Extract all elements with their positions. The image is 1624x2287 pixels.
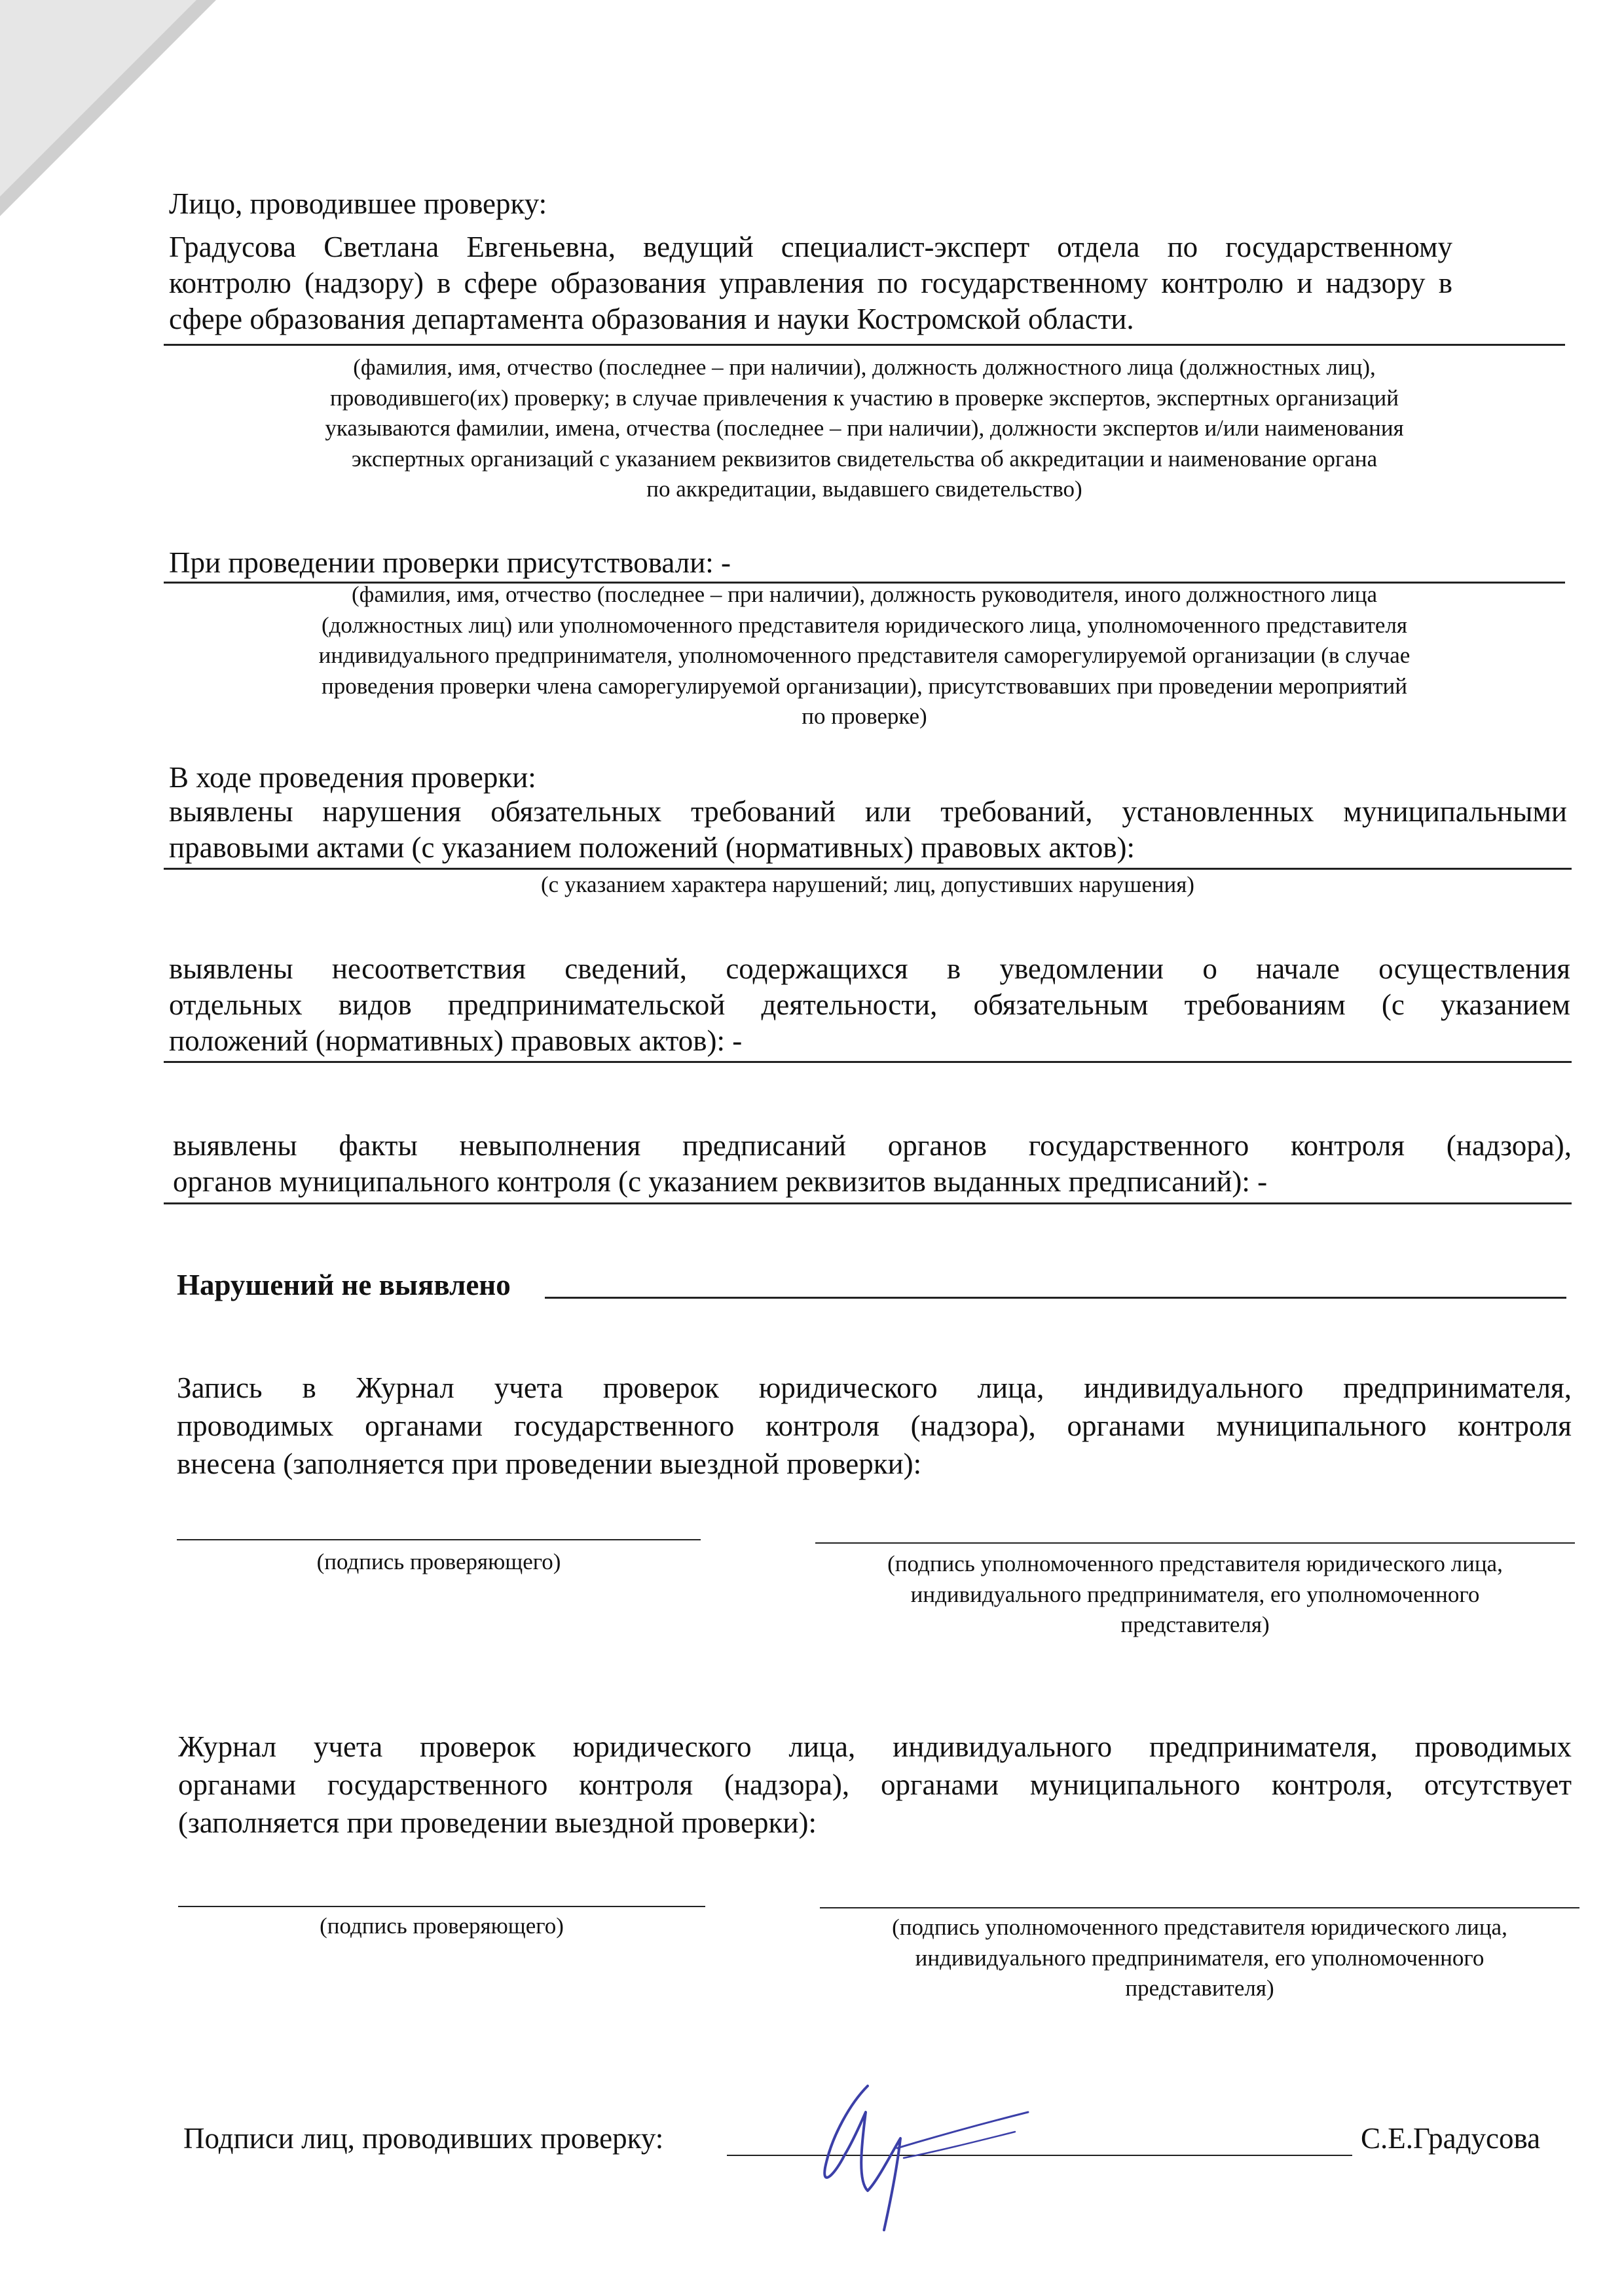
mismatch-line-1: выявлены несоответствия сведений, содержащихся в уведомлении о начале осуществления bbox=[169, 952, 1570, 985]
journal-absent-rep-caption-1: (подпись уполномоченного представителя юридического лица, bbox=[892, 1914, 1507, 1940]
journal-entry-inspector-sig-caption: (подпись проверяющего) bbox=[316, 1549, 561, 1574]
orders-line-1: выявлены факты невыполнения предписаний органов государственного контроля (надзора), bbox=[173, 1129, 1572, 1162]
handwritten-signature bbox=[805, 2076, 1041, 2240]
journal-absent-inspector-sig-caption: (подпись проверяющего) bbox=[320, 1913, 564, 1939]
journal-absent-line-2: органами государственного контроля (надзора), органами муниципального контроля, отсутствует bbox=[178, 1768, 1572, 1801]
journal-entry-rep-sig-line bbox=[815, 1542, 1575, 1544]
journal-entry-line-2: проводимых органами государственного контроля (надзора), органами муниципального контроля bbox=[177, 1409, 1572, 1442]
no-violations-underline bbox=[545, 1297, 1566, 1299]
present-caption-line-5: по проверке) bbox=[802, 703, 927, 730]
inspector-caption-line-5: по аккредитации, выдавшего свидетельство) bbox=[646, 476, 1082, 502]
orders-line-2: органов муниципального контроля (с указанием реквизитов выданных предписаний): - bbox=[173, 1165, 1268, 1198]
no-violations-label: Нарушений не выявлено bbox=[177, 1269, 511, 1301]
signatures-name: С.Е.Градусова bbox=[1361, 2122, 1541, 2155]
mismatch-underline bbox=[164, 1061, 1572, 1063]
journal-entry-line-3: внесена (заполняется при проведении выездной проверки): bbox=[177, 1447, 922, 1480]
orders-underline bbox=[164, 1202, 1572, 1204]
present-text: При проведении проверки присутствовали: - bbox=[169, 546, 731, 579]
present-caption bbox=[164, 580, 1565, 732]
journal-entry-rep-caption-3: представителя) bbox=[1120, 1612, 1270, 1638]
signatures-label: Подписи лиц, проводивших проверку: bbox=[183, 2122, 664, 2155]
violations-caption: (с указанием характера нарушений; лиц, допустивших нарушения) bbox=[541, 872, 1194, 897]
journal-entry-rep-caption-2: индивидуального предпринимателя, его уполномоченного bbox=[910, 1581, 1480, 1607]
inspector-line-3: сфере образования департамента образования и науки Костромской области. bbox=[169, 303, 1134, 335]
journal-absent-line-3: (заполняется при проведении выездной проверки): bbox=[178, 1806, 817, 1839]
violations-line-1: выявлены нарушения обязательных требований или требований, установленных муниципальными bbox=[169, 795, 1567, 828]
inspector-caption-line-1: (фамилия, имя, отчество (последнее – при наличии), должность должностного лица (должностных лиц), bbox=[353, 354, 1376, 380]
inspector-underline bbox=[164, 344, 1565, 346]
mismatch-line-2: отдельных видов предпринимательской деятельности, обязательным требованиям (с указанием bbox=[169, 988, 1570, 1021]
inspector-heading: Лицо, проводившее проверку: bbox=[169, 187, 547, 220]
journal-entry-rep-caption-1: (подпись уполномоченного представителя юридического лица, bbox=[887, 1551, 1503, 1576]
journal-absent-inspector-sig-line bbox=[178, 1906, 705, 1907]
present-caption-line-4: проведения проверки члена саморегулируемой организации), присутствовавших при проведении мероприятий bbox=[321, 673, 1407, 699]
violations-line-2: правовыми актами (с указанием положений (нормативных) правовых актов): bbox=[169, 831, 1135, 864]
journal-absent-rep-caption-3: представителя) bbox=[1125, 1975, 1274, 2001]
present-caption-line-3: индивидуального предпринимателя, уполномоченного представителя саморегулируемой организации (в случае bbox=[318, 642, 1411, 669]
present-caption-line-2: (должностных лиц) или уполномоченного представителя юридического лица, уполномоченного представителя bbox=[321, 612, 1408, 638]
mismatch-line-3: положений (нормативных) правовых актов): - bbox=[169, 1024, 743, 1057]
inspector-caption-line-4: экспертных организаций с указанием реквизитов свидетельства об аккредитации и наименование органа bbox=[351, 445, 1378, 472]
journal-absent-line-1: Журнал учета проверок юридического лица, индивидуального предпринимателя, проводимых bbox=[178, 1730, 1572, 1763]
present-caption-line-1: (фамилия, имя, отчество (последнее – при наличии), должность руководителя, иного должностного лица bbox=[351, 582, 1378, 607]
journal-absent-rep-sig-caption bbox=[820, 1912, 1579, 2004]
findings-heading: В ходе проведения проверки: bbox=[169, 761, 536, 794]
page-fold-inner bbox=[0, 0, 196, 196]
journal-absent-rep-caption-2: индивидуального предпринимателя, его уполномоченного bbox=[915, 1944, 1485, 1971]
journal-entry-line-1: Запись в Журнал учета проверок юридического лица, индивидуального предпринимателя, bbox=[177, 1371, 1572, 1404]
inspector-line-2: контролю (надзору) в сфере образования управления по государственному контролю и надзору в bbox=[169, 267, 1452, 299]
inspector-caption bbox=[164, 352, 1565, 505]
journal-entry-inspector-sig-line bbox=[177, 1539, 701, 1540]
inspector-caption-line-2: проводившего(их) проверку; в случае привлечения к участию в проверке экспертов, экспертных организаций bbox=[330, 384, 1399, 411]
inspector-line-1: Градусова Светлана Евгеньевна, ведущий специалист-эксперт отдела по государственному bbox=[169, 231, 1452, 263]
journal-entry-rep-sig-caption bbox=[815, 1549, 1575, 1641]
journal-absent-rep-sig-line bbox=[820, 1907, 1579, 1908]
inspector-caption-line-3: указываются фамилии, имена, отчества (последнее – при наличии), должности экспертов и/или наименования bbox=[325, 415, 1404, 441]
